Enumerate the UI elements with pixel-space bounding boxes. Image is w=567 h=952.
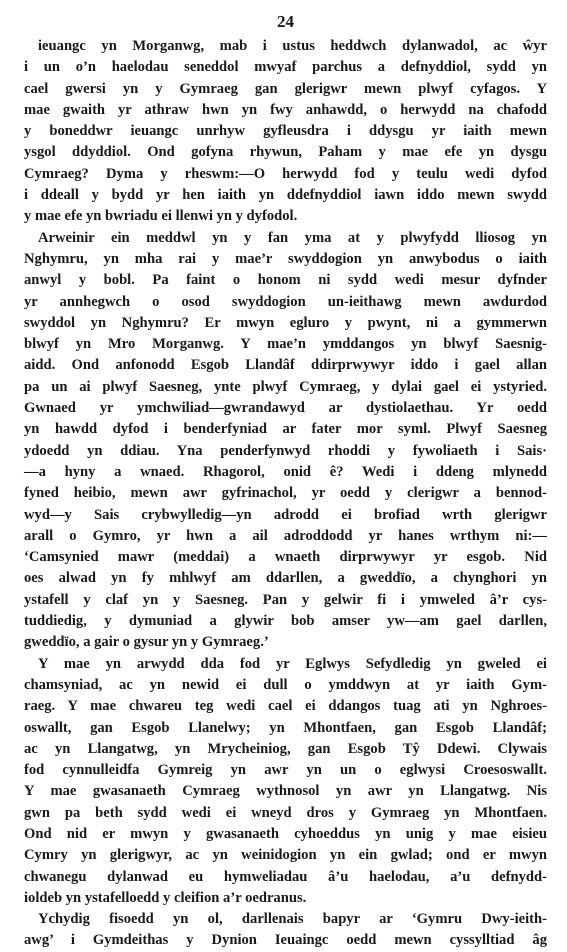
text-line: i un o’n haelodau seneddol mwyaf parchus a defnyddiol, sydd yn — [24, 59, 547, 76]
text-line: gwn pa beth sydd wedi ei wneyd dros y Gymraeg yn Mhontfaen. — [24, 804, 547, 821]
text-line: Arweinir ein meddwl yn y fan yma at y plwyfydd lliosog yn — [38, 229, 547, 246]
text-line: tuddiedig, y dymuniad a glywir bob amser yw—am gael darllen, — [24, 613, 547, 630]
text-line: swyddol yn Nghymru? Er mwyn egluro y pwynt, ni a gymmerwn — [24, 314, 547, 331]
text-line: ac yn Llangatwg, yn Mrycheiniog, gan Esgob Tŷ Ddewi. Clywais — [24, 740, 547, 757]
text-line: mae gwaith yr athraw hwn yn fwy anhawdd, o herwydd na chafodd — [24, 101, 547, 118]
text-line: awg’ i Gymdeithas y Dynion Ieuaingc oedd mewn cyssylltiad âg — [24, 932, 547, 949]
text-line: arall o Gymro, yr hwn a ail adroddodd yr hanes wrthym ni:— — [24, 527, 547, 544]
text-line: Cymraeg? Dyma y rheswm:—O herwydd fod y teulu wedi dyfod — [24, 165, 547, 182]
text-line: anwyl y bobl. Pa faint o honom ni sydd wedi mesur dyfnder — [24, 272, 547, 289]
text-line: Y mae gwasanaeth Cymraeg wythnosol yn awr yn Llangatwg. Nis — [24, 783, 547, 800]
text-line: Nghymru, yn mha rai y mae’r swyddogion yn anwybodus o iaith — [24, 250, 547, 267]
text-line: Y mae yn arwydd dda fod yr Eglwys Sefydledig yn gweled ei — [38, 655, 547, 672]
body-text — [24, 36, 547, 952]
text-line: ysgol ddyddiol. Ond gofyna rhywun, Paham y mae efe yn dysgu — [24, 144, 547, 161]
text-line: gweddïo, a gair o gysur yn y Gymraeg.’ — [24, 634, 269, 651]
paragraph — [24, 654, 547, 910]
text-line: pa un ai plwyf Saesneg, ynte plwyf Cymraeg, y dylai gael ei ystyried. — [24, 378, 547, 395]
text-line: ystafell y claf yn y Saesneg. Pan y gelwir fi i ymweled â’r cys- — [24, 591, 547, 608]
text-line: chamsyniad, ac yn newid ei dull o ymddwyn at yr iaith Gym- — [24, 676, 547, 693]
text-line: —a hyny a wnaed. Rhagorol, onid ê? Wedi i ddeng mlynedd — [24, 463, 547, 480]
text-line: Cymry yn glerigwyr, ac yn weinidogion yn ein gwlad; ond er mwyn — [24, 847, 547, 864]
text-line: y boneddwr ieuangc unrhyw gyfleusdra i ddysgu yr iaith mewn — [24, 123, 547, 140]
text-line: aidd. Ond anfonodd Esgob Llandâf ddirprwywyr iddo i gael allan — [24, 357, 547, 374]
text-line: oswallt, gan Esgob Llanelwy; yn Mhontfaen, gan Esgob Llandâf; — [24, 719, 547, 736]
text-line: chwanegu dylanwad eu hymweliadau â’u haelodau, a’u defnydd- — [24, 868, 547, 885]
text-line: raeg. Y mae chwareu teg wedi cael ei ddangos tuag ati yn Nghroes- — [24, 698, 547, 715]
paragraph — [24, 36, 547, 228]
text-line: Gwnaed yr ymchwiliad—gwrandawyd ar dystiolaethau. Yr oedd — [24, 400, 547, 417]
paragraph — [24, 909, 547, 952]
text-line: fyned heibio, mewn awr gyfrinachol, yr oedd y clerigwr a bennod- — [24, 485, 547, 502]
text-line: Ond nid er mwyn y gwasanaeth cyhoeddus yn unig y mae eisieu — [24, 825, 547, 842]
text-line: ieuangc yn Morganwg, mab i ustus heddwch dylanwadol, ac ŵyr — [38, 38, 547, 54]
text-line: ‘Camsynied mawr (meddai) a wnaeth dirprwywyr yr esgob. Nid — [24, 549, 547, 566]
paragraph — [24, 228, 547, 654]
text-line: ydoedd yn ddiau. Yna penderfynwyd rhoddi y fywoliaeth i Sais· — [24, 442, 547, 459]
text-line: y mae efe yn bwriadu ei llenwi yn y dyfodol. — [24, 208, 298, 225]
text-line: ioldeb yn ystafelloedd y cleifion a’r oedranus. — [24, 889, 307, 906]
text-line: blwyf yn Mro Morganwg. Y mae’n ymddangos yn blwyf Saesnig- — [24, 336, 547, 353]
page-number: 24 — [277, 12, 294, 31]
text-line: Ychydig fisoedd yn ol, darllenais bapyr ar ‘Gymru Dwy-ieith- — [38, 911, 547, 928]
text-line: yn hawdd dyfod i benderfyniad ar fater mor syml. Plwyf Saesneg — [24, 421, 547, 438]
text-line: wyd—y Sais crybwylledig—yn adrodd ei brofiad wrth glerigwr — [24, 506, 547, 523]
text-line: i ddeall y bydd yr hen iaith yn ddefnyddiol iawn iddo mewn swydd — [24, 187, 547, 204]
text-line: fod cynnulleidfa Gymreig yn awr yn un o eglwysi Croesoswallt. — [24, 762, 547, 779]
text-line: cael gwersi yn y Gymraeg gan glerigwr mewn plwyf cyfagos. Y — [24, 80, 547, 97]
text-line: yr annhegwch o osod swyddogion un-ieithawg mewn awdurdod — [24, 293, 547, 310]
text-line: oes alwad yn fy mhlwyf am ddarllen, a gweddïo, a chynghori yn — [24, 570, 547, 587]
